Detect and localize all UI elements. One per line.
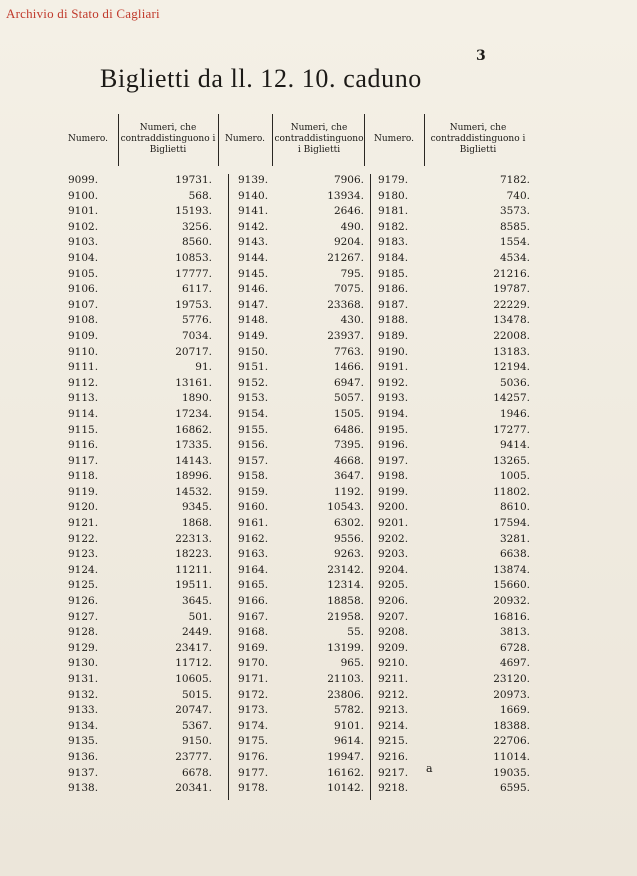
numero-cell: 9154.: [238, 407, 269, 420]
numeri-cell: 17234.: [175, 407, 212, 420]
numero-cell: 9199.: [378, 485, 409, 498]
numero-cell: 9113.: [68, 392, 99, 405]
header-numero-2: Numero.: [225, 133, 265, 144]
numero-cell: 9181.: [378, 205, 409, 218]
table-row: [60, 392, 530, 408]
numeri-cell: 18996.: [175, 470, 212, 483]
numeri-cell: 568.: [188, 189, 212, 202]
numero-cell: 9150.: [238, 345, 269, 358]
numero-cell: 9144.: [238, 251, 269, 264]
numeri-cell: 9101.: [333, 719, 364, 732]
numeri-cell: 5367.: [181, 719, 212, 732]
numeri-cell: 11802.: [493, 485, 530, 498]
table-row: [60, 190, 530, 206]
numero-cell: 9135.: [68, 735, 99, 748]
numero-cell: 9132.: [68, 688, 99, 701]
numeri-cell: 20973.: [493, 688, 530, 701]
numero-cell: 9193.: [378, 392, 409, 405]
numero-cell: 9183.: [378, 236, 409, 249]
numeri-cell: 1005.: [499, 470, 530, 483]
numero-cell: 9114.: [68, 407, 99, 420]
numero-cell: 9189.: [378, 329, 409, 342]
table-row: [60, 439, 530, 455]
numeri-cell: 5782.: [333, 704, 364, 717]
page-title: Biglietti da ll. 12. 10. caduno: [100, 64, 422, 93]
numeri-cell: 1505.: [333, 407, 364, 420]
table-row: [60, 486, 530, 502]
numeri-cell: 6117.: [181, 283, 212, 296]
numero-cell: 9157.: [238, 454, 269, 467]
numeri-cell: 55.: [347, 626, 364, 639]
numeri-cell: 1192.: [333, 485, 364, 498]
numeri-cell: 3647.: [333, 470, 364, 483]
numeri-cell: 490.: [340, 220, 364, 233]
numeri-cell: 16162.: [327, 766, 364, 779]
numero-cell: 9216.: [378, 750, 409, 763]
numeri-cell: 7906.: [333, 174, 364, 186]
table-row: [60, 330, 530, 346]
numeri-cell: 23806.: [327, 688, 364, 701]
numero-cell: 9159.: [238, 485, 269, 498]
numeri-cell: 7075.: [333, 283, 364, 296]
numeri-cell: 18388.: [493, 719, 530, 732]
numero-cell: 9118.: [68, 470, 99, 483]
archive-watermark: Archivio di Stato di Cagliari: [6, 6, 160, 21]
numeri-cell: 3281.: [499, 532, 530, 545]
numeri-cell: 20747.: [175, 704, 212, 717]
table-row: [60, 377, 530, 393]
table-row: [60, 205, 530, 221]
numero-cell: 9145.: [238, 267, 269, 280]
table-row: [60, 657, 530, 673]
table-row: [60, 548, 530, 564]
numero-cell: 9139.: [238, 174, 269, 186]
numero-cell: 9146.: [238, 283, 269, 296]
numeri-cell: 17277.: [493, 423, 530, 436]
numeri-cell: 15660.: [493, 579, 530, 592]
numero-cell: 9180.: [378, 189, 409, 202]
table-row: [60, 533, 530, 549]
numero-cell: 9187.: [378, 298, 409, 311]
numero-cell: 9120.: [68, 501, 99, 514]
numero-cell: 9117.: [68, 454, 99, 467]
numero-cell: 9188.: [378, 314, 409, 327]
table-row: [60, 408, 530, 424]
numero-cell: 9184.: [378, 251, 409, 264]
numero-cell: 9141.: [238, 205, 269, 218]
numeri-cell: 10853.: [175, 251, 212, 264]
numeri-cell: 430.: [340, 314, 364, 327]
numero-cell: 9204.: [378, 563, 409, 576]
table-row: [60, 564, 530, 580]
numero-cell: 9130.: [68, 657, 99, 670]
numeri-cell: 19035.: [493, 766, 530, 779]
numeri-cell: 13874.: [493, 563, 530, 576]
numero-cell: 9182.: [378, 220, 409, 233]
numero-cell: 9201.: [378, 517, 409, 530]
table-row: [60, 470, 530, 486]
numero-cell: 9126.: [68, 595, 99, 608]
table-body: [60, 174, 530, 798]
numero-cell: 9131.: [68, 673, 99, 685]
numero-cell: 9123.: [68, 548, 99, 561]
numeri-cell: 9556.: [333, 532, 364, 545]
table-row: [60, 314, 530, 330]
numeri-cell: 15193.: [175, 205, 212, 218]
numeri-cell: 14143.: [175, 454, 212, 467]
table-row: [60, 252, 530, 268]
numero-cell: 9142.: [238, 220, 269, 233]
numero-cell: 9177.: [238, 766, 269, 779]
numeri-cell: 965.: [340, 657, 364, 670]
numeri-cell: 6638.: [499, 548, 530, 561]
numero-cell: 9169.: [238, 641, 269, 654]
numeri-cell: 5057.: [333, 392, 364, 405]
numeri-cell: 22229.: [493, 298, 530, 311]
numero-cell: 9148.: [238, 314, 269, 327]
table-row: [60, 720, 530, 736]
numero-cell: 9122.: [68, 532, 99, 545]
numeri-cell: 17335.: [175, 439, 212, 452]
numeri-cell: 16816.: [493, 610, 530, 623]
table-row: [60, 501, 530, 517]
table-row: [60, 455, 530, 471]
numero-cell: 9168.: [238, 626, 269, 639]
numeri-cell: 23777.: [175, 750, 212, 763]
numeri-cell: 19787.: [493, 283, 530, 296]
numeri-cell: 5036.: [499, 376, 530, 389]
numeri-cell: 3256.: [181, 220, 212, 233]
numeri-cell: 1466.: [333, 361, 364, 374]
numero-cell: 9212.: [378, 688, 409, 701]
numero-cell: 9215.: [378, 735, 409, 748]
numero-cell: 9112.: [68, 376, 99, 389]
table-row: [60, 782, 530, 798]
numero-cell: 9171.: [238, 673, 269, 685]
table-row: [60, 751, 530, 767]
numeri-cell: 9204.: [333, 236, 364, 249]
numeri-cell: 1554.: [499, 236, 530, 249]
numero-cell: 9121.: [68, 517, 99, 530]
numeri-cell: 5015.: [181, 688, 212, 701]
numero-cell: 9103.: [68, 236, 99, 249]
numero-cell: 9101.: [68, 205, 99, 218]
numeri-cell: 13265.: [493, 454, 530, 467]
numero-cell: 9174.: [238, 719, 269, 732]
numeri-cell: 22706.: [493, 735, 530, 748]
numeri-cell: 501.: [188, 610, 212, 623]
numeri-cell: 19731.: [175, 174, 212, 186]
numero-cell: 9203.: [378, 548, 409, 561]
numero-cell: 9176.: [238, 750, 269, 763]
numeri-cell: 23417.: [175, 641, 212, 654]
numero-cell: 9102.: [68, 220, 99, 233]
numeri-cell: 14532.: [175, 485, 212, 498]
numeri-cell: 6302.: [333, 517, 364, 530]
numero-cell: 9105.: [68, 267, 99, 280]
numeri-cell: 1946.: [499, 407, 530, 420]
numero-cell: 9153.: [238, 392, 269, 405]
table-row: [60, 735, 530, 751]
table-row: [60, 299, 530, 315]
numeri-cell: 18223.: [175, 548, 212, 561]
header-numero-1: Numero.: [68, 133, 108, 144]
numero-cell: 9172.: [238, 688, 269, 701]
numero-cell: 9167.: [238, 610, 269, 623]
numero-cell: 9210.: [378, 657, 409, 670]
numeri-cell: 3813.: [499, 626, 530, 639]
numero-cell: 9128.: [68, 626, 99, 639]
numero-cell: 9124.: [68, 563, 99, 576]
numero-cell: 9161.: [238, 517, 269, 530]
header-divider: [364, 114, 365, 166]
numeri-cell: 9614.: [333, 735, 364, 748]
signature-mark: a: [426, 762, 433, 775]
numeri-cell: 6595.: [499, 782, 530, 795]
table-row: [60, 174, 530, 190]
numeri-cell: 4697.: [499, 657, 530, 670]
numeri-cell: 8610.: [499, 501, 530, 514]
numeri-cell: 11712.: [175, 657, 212, 670]
numeri-cell: 1669.: [499, 704, 530, 717]
numero-cell: 9133.: [68, 704, 99, 717]
table-row: [60, 268, 530, 284]
numero-cell: 9198.: [378, 470, 409, 483]
numero-cell: 9119.: [68, 485, 99, 498]
header-numero-3: Numero.: [374, 133, 414, 144]
numeri-cell: 20341.: [175, 782, 212, 795]
numero-cell: 9111.: [68, 361, 99, 374]
numero-cell: 9127.: [68, 610, 99, 623]
numeri-cell: 10605.: [175, 673, 212, 685]
numero-cell: 9175.: [238, 735, 269, 748]
numeri-cell: 8560.: [181, 236, 212, 249]
numero-cell: 9160.: [238, 501, 269, 514]
numeri-cell: 13199.: [327, 641, 364, 654]
numeri-cell: 6486.: [333, 423, 364, 436]
numero-cell: 9197.: [378, 454, 409, 467]
numero-cell: 9170.: [238, 657, 269, 670]
table-row: [60, 236, 530, 252]
header-numeri-2: Numeri, che contraddistinguono i Biglietti: [274, 122, 364, 155]
header-divider: [424, 114, 425, 166]
numeri-cell: 1868.: [181, 517, 212, 530]
numero-cell: 9151.: [238, 361, 269, 374]
table-header: [60, 112, 530, 170]
numeri-cell: 4534.: [499, 251, 530, 264]
numero-cell: 9179.: [378, 174, 409, 186]
table-row: [60, 689, 530, 705]
header-divider: [118, 114, 119, 166]
numeri-cell: 795.: [340, 267, 364, 280]
numero-cell: 9155.: [238, 423, 269, 436]
numero-cell: 9100.: [68, 189, 99, 202]
numero-cell: 9200.: [378, 501, 409, 514]
numero-cell: 9178.: [238, 782, 269, 795]
numero-cell: 9205.: [378, 579, 409, 592]
numeri-cell: 22313.: [175, 532, 212, 545]
numeri-cell: 5776.: [181, 314, 212, 327]
table-row: [60, 767, 530, 783]
numeri-cell: 13183.: [493, 345, 530, 358]
numero-cell: 9165.: [238, 579, 269, 592]
numeri-cell: 9150.: [181, 735, 212, 748]
numeri-cell: 17594.: [493, 517, 530, 530]
numeri-cell: 13478.: [493, 314, 530, 327]
numeri-cell: 23120.: [493, 673, 530, 685]
numeri-cell: 8585.: [499, 220, 530, 233]
numeri-cell: 6947.: [333, 376, 364, 389]
numeri-cell: 23368.: [327, 298, 364, 311]
numeri-cell: 19947.: [327, 750, 364, 763]
table-row: [60, 704, 530, 720]
numeri-cell: 3645.: [181, 595, 212, 608]
numero-cell: 9108.: [68, 314, 99, 327]
numeri-cell: 1890.: [181, 392, 212, 405]
numeri-cell: 12194.: [493, 361, 530, 374]
numeri-cell: 2449.: [181, 626, 212, 639]
numero-cell: 9147.: [238, 298, 269, 311]
numero-cell: 9217.: [378, 766, 409, 779]
header-divider: [272, 114, 273, 166]
numero-cell: 9213.: [378, 704, 409, 717]
table-row: [60, 361, 530, 377]
numeri-cell: 13934.: [327, 189, 364, 202]
numero-cell: 9107.: [68, 298, 99, 311]
table-row: [60, 346, 530, 362]
numero-cell: 9209.: [378, 641, 409, 654]
numero-cell: 9194.: [378, 407, 409, 420]
ticket-table: [60, 112, 530, 795]
numero-cell: 9185.: [378, 267, 409, 280]
numeri-cell: 3573.: [499, 205, 530, 218]
numeri-cell: 9263.: [333, 548, 364, 561]
numeri-cell: 23937.: [327, 329, 364, 342]
numeri-cell: 4668.: [333, 454, 364, 467]
numeri-cell: 7182.: [499, 174, 530, 186]
table-row: [60, 611, 530, 627]
numeri-cell: 6728.: [499, 641, 530, 654]
numeri-cell: 11211.: [175, 563, 212, 576]
numero-cell: 9109.: [68, 329, 99, 342]
numero-cell: 9190.: [378, 345, 409, 358]
numero-cell: 9202.: [378, 532, 409, 545]
numeri-cell: 14257.: [493, 392, 530, 405]
table-row: [60, 424, 530, 440]
numero-cell: 9214.: [378, 719, 409, 732]
numeri-cell: 740.: [506, 189, 530, 202]
numeri-cell: 11014.: [493, 750, 530, 763]
table-row: [60, 642, 530, 658]
numero-cell: 9129.: [68, 641, 99, 654]
numeri-cell: 7395.: [333, 439, 364, 452]
numeri-cell: 6678.: [181, 766, 212, 779]
numeri-cell: 10543.: [327, 501, 364, 514]
numeri-cell: 9414.: [499, 439, 530, 452]
numero-cell: 9125.: [68, 579, 99, 592]
numeri-cell: 13161.: [175, 376, 212, 389]
numero-cell: 9158.: [238, 470, 269, 483]
numero-cell: 9136.: [68, 750, 99, 763]
numero-cell: 9149.: [238, 329, 269, 342]
numero-cell: 9196.: [378, 439, 409, 452]
numero-cell: 9195.: [378, 423, 409, 436]
numero-cell: 9208.: [378, 626, 409, 639]
table-row: [60, 673, 530, 689]
numero-cell: 9138.: [68, 782, 99, 795]
numero-cell: 9143.: [238, 236, 269, 249]
numero-cell: 9162.: [238, 532, 269, 545]
header-divider: [218, 114, 219, 166]
numero-cell: 9110.: [68, 345, 99, 358]
numeri-cell: 16862.: [175, 423, 212, 436]
numero-cell: 9137.: [68, 766, 99, 779]
numero-cell: 9106.: [68, 283, 99, 296]
table-row: [60, 283, 530, 299]
numeri-cell: 21216.: [493, 267, 530, 280]
numeri-cell: 22008.: [493, 329, 530, 342]
header-numeri-3: Numeri, che contraddistinguono i Biglietti: [430, 122, 526, 155]
numeri-cell: 7763.: [333, 345, 364, 358]
numero-cell: 9191.: [378, 361, 409, 374]
numero-cell: 9166.: [238, 595, 269, 608]
numero-cell: 9156.: [238, 439, 269, 452]
numero-cell: 9104.: [68, 251, 99, 264]
numeri-cell: 21958.: [327, 610, 364, 623]
numero-cell: 9152.: [238, 376, 269, 389]
numero-cell: 9206.: [378, 595, 409, 608]
header-numeri-1: Numeri, che contraddistinguono i Biglietti: [120, 122, 216, 155]
numero-cell: 9134.: [68, 719, 99, 732]
numero-cell: 9115.: [68, 423, 99, 436]
numero-cell: 9140.: [238, 189, 269, 202]
table-row: [60, 579, 530, 595]
numero-cell: 9186.: [378, 283, 409, 296]
numeri-cell: 7034.: [181, 329, 212, 342]
numeri-cell: 20932.: [493, 595, 530, 608]
numero-cell: 9099.: [68, 174, 99, 186]
numero-cell: 9211.: [378, 673, 409, 685]
numero-cell: 9218.: [378, 782, 409, 795]
numero-cell: 9164.: [238, 563, 269, 576]
numero-cell: 9116.: [68, 439, 99, 452]
numeri-cell: 21267.: [327, 251, 364, 264]
numero-cell: 9173.: [238, 704, 269, 717]
table-row: [60, 221, 530, 237]
numeri-cell: 9345.: [181, 501, 212, 514]
numeri-cell: 18858.: [327, 595, 364, 608]
numeri-cell: 17777.: [175, 267, 212, 280]
table-row: [60, 517, 530, 533]
numeri-cell: 10142.: [327, 782, 364, 795]
numeri-cell: 23142.: [327, 563, 364, 576]
table-row: [60, 626, 530, 642]
numeri-cell: 19753.: [175, 298, 212, 311]
numero-cell: 9207.: [378, 610, 409, 623]
numeri-cell: 19511.: [175, 579, 212, 592]
table-row: [60, 595, 530, 611]
numeri-cell: 2646.: [333, 205, 364, 218]
numeri-cell: 91.: [195, 361, 212, 374]
numeri-cell: 21103.: [327, 673, 364, 685]
numeri-cell: 12314.: [327, 579, 364, 592]
page-number: 3: [476, 48, 486, 64]
numero-cell: 9192.: [378, 376, 409, 389]
numero-cell: 9163.: [238, 548, 269, 561]
numeri-cell: 20717.: [175, 345, 212, 358]
